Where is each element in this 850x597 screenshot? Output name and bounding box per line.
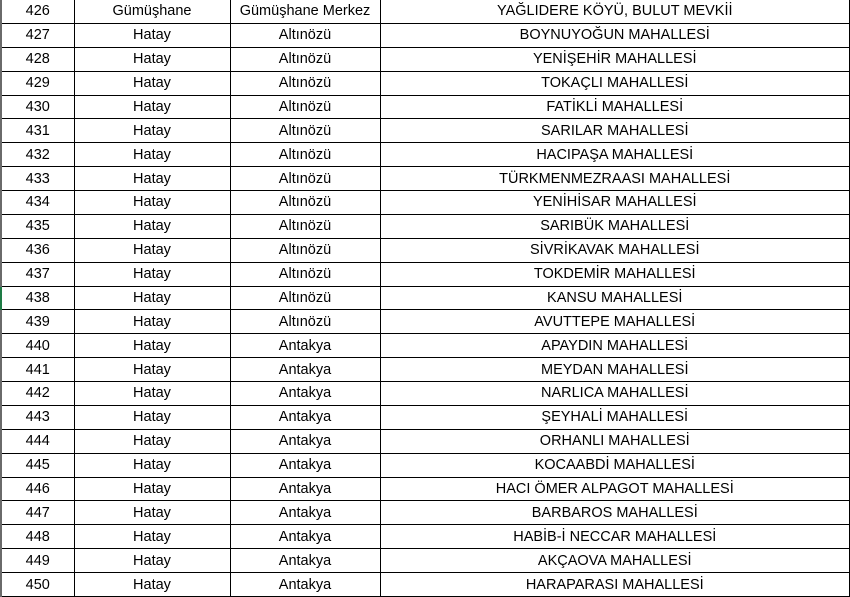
province-cell[interactable]: Hatay — [74, 47, 230, 71]
district-cell[interactable]: Altınözü — [230, 143, 380, 167]
province-cell[interactable]: Hatay — [74, 167, 230, 191]
table-row — [1, 238, 850, 262]
location-cell[interactable]: SARIBÜK MAHALLESİ — [380, 214, 850, 238]
table-row — [1, 71, 850, 95]
district-cell[interactable]: Altınözü — [230, 119, 380, 143]
table-row — [1, 95, 850, 119]
location-cell[interactable]: FATİKLİ MAHALLESİ — [380, 95, 850, 119]
location-cell[interactable]: KANSU MAHALLESİ — [380, 286, 850, 310]
district-cell[interactable]: Altınözü — [230, 71, 380, 95]
province-cell[interactable]: Hatay — [74, 358, 230, 382]
table-row — [1, 477, 850, 501]
table-row — [1, 501, 850, 525]
province-cell[interactable]: Hatay — [74, 191, 230, 215]
table-row — [1, 0, 850, 23]
district-cell[interactable]: Antakya — [230, 549, 380, 573]
row-number-cell[interactable]: 441 — [1, 358, 74, 382]
location-cell[interactable]: YENİŞEHİR MAHALLESİ — [380, 47, 850, 71]
district-cell[interactable]: Antakya — [230, 525, 380, 549]
table-row — [1, 358, 850, 382]
location-cell[interactable]: HABİB-İ NECCAR MAHALLESİ — [380, 525, 850, 549]
table-row — [1, 214, 850, 238]
table-body — [1, 0, 850, 597]
table-row — [1, 143, 850, 167]
district-cell[interactable]: Gümüşhane Merkez — [230, 0, 380, 23]
row-number-cell[interactable]: 430 — [1, 95, 74, 119]
table-row — [1, 573, 850, 597]
table-row — [1, 549, 850, 573]
row-number-cell[interactable]: 427 — [1, 23, 74, 47]
location-cell[interactable]: BOYNUYOĞUN MAHALLESİ — [380, 23, 850, 47]
row-number-cell[interactable]: 436 — [1, 238, 74, 262]
table-row — [1, 334, 850, 358]
row-number-cell[interactable]: 448 — [1, 525, 74, 549]
location-cell[interactable]: YENİHİSAR MAHALLESİ — [380, 191, 850, 215]
table-row — [1, 310, 850, 334]
location-cell[interactable]: AVUTTEPE MAHALLESİ — [380, 310, 850, 334]
location-cell[interactable]: TOKAÇLI MAHALLESİ — [380, 71, 850, 95]
district-cell[interactable]: Altınözü — [230, 95, 380, 119]
location-cell[interactable]: YAĞLIDERE KÖYÜ, BULUT MEVKİİ — [380, 0, 850, 23]
district-cell[interactable]: Altınözü — [230, 214, 380, 238]
location-cell[interactable]: SİVRİKAVAK MAHALLESİ — [380, 238, 850, 262]
district-cell[interactable]: Altınözü — [230, 191, 380, 215]
row-number-cell[interactable]: 426 — [1, 0, 74, 23]
table-row — [1, 286, 850, 310]
province-cell[interactable]: Hatay — [74, 429, 230, 453]
row-number-cell[interactable]: 442 — [1, 382, 74, 406]
location-cell[interactable]: SARILAR MAHALLESİ — [380, 119, 850, 143]
location-cell[interactable]: BARBAROS MAHALLESİ — [380, 501, 850, 525]
table-row — [1, 525, 850, 549]
province-cell[interactable]: Hatay — [74, 310, 230, 334]
province-cell[interactable]: Hatay — [74, 525, 230, 549]
province-cell[interactable]: Hatay — [74, 95, 230, 119]
province-cell[interactable]: Hatay — [74, 143, 230, 167]
district-cell[interactable]: Antakya — [230, 334, 380, 358]
row-number-cell[interactable]: 432 — [1, 143, 74, 167]
row-number-cell[interactable]: 439 — [1, 310, 74, 334]
table-row — [1, 47, 850, 71]
province-cell[interactable]: Gümüşhane — [74, 0, 230, 23]
row-number-cell[interactable]: 431 — [1, 119, 74, 143]
location-cell[interactable]: TÜRKMENMEZRAASI MAHALLESİ — [380, 167, 850, 191]
district-cell[interactable]: Antakya — [230, 405, 380, 429]
district-cell[interactable]: Altınözü — [230, 47, 380, 71]
province-cell[interactable]: Hatay — [74, 382, 230, 406]
province-cell[interactable]: Hatay — [74, 477, 230, 501]
district-cell[interactable]: Altınözü — [230, 310, 380, 334]
province-cell[interactable]: Hatay — [74, 405, 230, 429]
district-cell[interactable]: Altınözü — [230, 23, 380, 47]
province-cell[interactable]: Hatay — [74, 71, 230, 95]
location-cell[interactable]: MEYDAN MAHALLESİ — [380, 358, 850, 382]
location-cell[interactable]: NARLICA MAHALLESİ — [380, 382, 850, 406]
row-number-cell[interactable]: 450 — [1, 573, 74, 597]
row-number-cell[interactable]: 429 — [1, 71, 74, 95]
district-cell[interactable]: Altınözü — [230, 238, 380, 262]
row-number-cell[interactable]: 443 — [1, 405, 74, 429]
table-row — [1, 262, 850, 286]
district-cell[interactable]: Antakya — [230, 358, 380, 382]
district-cell[interactable]: Antakya — [230, 382, 380, 406]
location-cell[interactable]: HARAPARASI MAHALLESİ — [380, 573, 850, 597]
province-cell[interactable]: Hatay — [74, 573, 230, 597]
row-number-cell[interactable]: 434 — [1, 191, 74, 215]
table-row — [1, 23, 850, 47]
district-cell[interactable]: Antakya — [230, 429, 380, 453]
district-cell[interactable]: Antakya — [230, 501, 380, 525]
province-cell[interactable]: Hatay — [74, 214, 230, 238]
row-number-cell[interactable]: 445 — [1, 453, 74, 477]
province-cell[interactable]: Hatay — [74, 262, 230, 286]
table-row — [1, 429, 850, 453]
row-number-cell[interactable]: 433 — [1, 167, 74, 191]
province-cell[interactable]: Hatay — [74, 286, 230, 310]
table-row — [1, 382, 850, 406]
province-cell[interactable]: Hatay — [74, 549, 230, 573]
row-number-cell[interactable]: 449 — [1, 549, 74, 573]
district-cell[interactable]: Altınözü — [230, 262, 380, 286]
location-cell[interactable]: ORHANLI MAHALLESİ — [380, 429, 850, 453]
province-cell[interactable]: Hatay — [74, 119, 230, 143]
row-number-cell[interactable]: 435 — [1, 214, 74, 238]
location-cell[interactable]: TOKDEMİR MAHALLESİ — [380, 262, 850, 286]
province-cell[interactable]: Hatay — [74, 453, 230, 477]
row-number-cell[interactable]: 446 — [1, 477, 74, 501]
province-cell[interactable]: Hatay — [74, 238, 230, 262]
row-number-cell[interactable]: 447 — [1, 501, 74, 525]
district-cell[interactable]: Antakya — [230, 453, 380, 477]
table-row — [1, 167, 850, 191]
district-cell[interactable]: Altınözü — [230, 286, 380, 310]
table-row — [1, 405, 850, 429]
district-cell[interactable]: Antakya — [230, 573, 380, 597]
table-row — [1, 453, 850, 477]
district-cell[interactable]: Antakya — [230, 477, 380, 501]
location-cell[interactable]: HACIPAŞA MAHALLESİ — [380, 143, 850, 167]
location-cell[interactable]: KOCAABDİ MAHALLESİ — [380, 453, 850, 477]
row-number-cell[interactable]: 437 — [1, 262, 74, 286]
location-cell[interactable]: ŞEYHALİ MAHALLESİ — [380, 405, 850, 429]
table-row — [1, 191, 850, 215]
row-number-cell[interactable]: 438 — [1, 286, 74, 310]
row-number-cell[interactable]: 440 — [1, 334, 74, 358]
province-cell[interactable]: Hatay — [74, 501, 230, 525]
location-cell[interactable]: AKÇAOVA MAHALLESİ — [380, 549, 850, 573]
row-number-cell[interactable]: 444 — [1, 429, 74, 453]
province-cell[interactable]: Hatay — [74, 23, 230, 47]
location-cell[interactable]: APAYDIN MAHALLESİ — [380, 334, 850, 358]
table-row — [1, 119, 850, 143]
location-cell[interactable]: HACI ÖMER ALPAGOT MAHALLESİ — [380, 477, 850, 501]
province-cell[interactable]: Hatay — [74, 334, 230, 358]
row-number-cell[interactable]: 428 — [1, 47, 74, 71]
district-cell[interactable]: Altınözü — [230, 167, 380, 191]
